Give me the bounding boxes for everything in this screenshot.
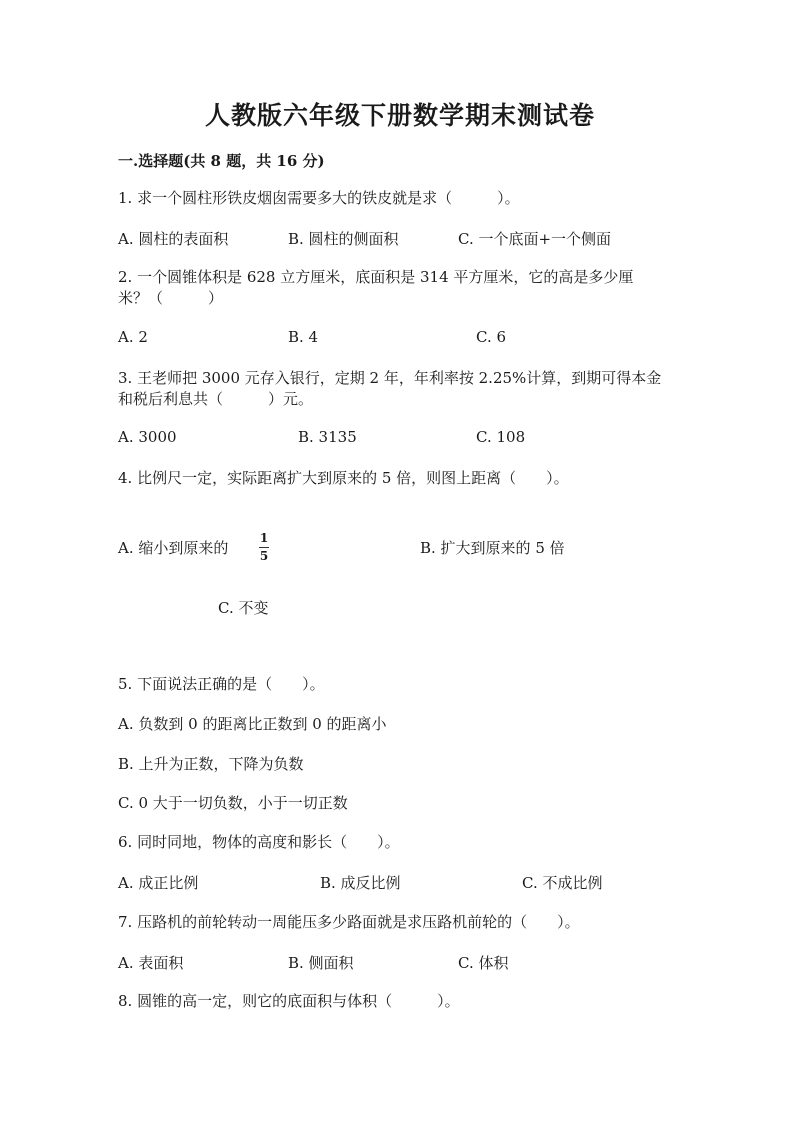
question-4-option-a: A. 缩小到原来的	[118, 539, 229, 557]
fraction-bar	[259, 547, 269, 548]
question-1-option-b: B. 圆柱的侧面积	[288, 230, 399, 248]
question-6-stem: 6. 同时同地，物体的高度和影长（ ）。	[118, 833, 400, 851]
question-2-option-c: C. 6	[476, 328, 507, 346]
question-1-option-a: A. 圆柱的表面积	[118, 230, 229, 248]
question-6-option-a: A. 成正比例	[118, 874, 199, 892]
question-4-stem: 4. 比例尺一定，实际距离扩大到原来的 5 倍，则图上距离（ ）。	[118, 469, 569, 487]
question-1-stem: 1. 求一个圆柱形铁皮烟囱需要多大的铁皮就是求（ ）。	[118, 189, 520, 207]
question-7-stem: 7. 压路机的前轮转动一周能压多少路面就是求压路机前轮的（ ）。	[118, 913, 580, 931]
question-5-option-c: C. 0 大于一切负数，小于一切正数	[118, 794, 348, 812]
question-2-option-a: A. 2	[118, 328, 148, 346]
question-6-option-b: B. 成反比例	[320, 874, 401, 892]
one-fifth-fraction	[257, 532, 271, 563]
question-1-option-c: C. 一个底面+一个侧面	[458, 230, 612, 248]
question-7-option-b: B. 侧面积	[288, 954, 354, 972]
question-3-stem-line-2: 和税后利息共（ ）元。	[118, 390, 314, 408]
question-8-stem: 8. 圆锥的高一定，则它的底面积与体积（ ）。	[118, 992, 460, 1010]
question-5-option-b: B. 上升为正数，下降为负数	[118, 755, 304, 773]
question-3-option-b: B. 3135	[298, 428, 357, 446]
fraction-numerator: 1	[259, 531, 269, 545]
question-7-option-a: A. 表面积	[118, 954, 184, 972]
question-2-stem-line-2: 米？（ ）	[118, 289, 224, 307]
question-5-option-a: A. 负数到 0 的距离比正数到 0 的距离小	[118, 715, 387, 733]
question-7-option-c: C. 体积	[458, 954, 509, 972]
question-3-option-c: C. 108	[476, 428, 526, 446]
section-heading: 一.选择题(共 8 题，共 16 分)	[118, 152, 325, 170]
page-title: 人教版六年级下册数学期末测试卷	[204, 101, 595, 130]
question-4-option-b: B. 扩大到原来的 5 倍	[420, 539, 565, 557]
question-2-option-b: B. 4	[288, 328, 319, 346]
question-2-stem-line-1: 2. 一个圆锥体积是 628 立方厘米，底面积是 314 平方厘米，它的高是多少厘	[118, 268, 634, 286]
question-4-option-c: C. 不变	[218, 599, 269, 617]
question-3-option-a: A. 3000	[118, 428, 177, 446]
fraction-denominator: 5	[259, 549, 269, 563]
question-6-option-c: C. 不成比例	[522, 874, 603, 892]
question-5-stem: 5. 下面说法正确的是（ ）。	[118, 675, 325, 693]
question-3-stem-line-1: 3. 王老师把 3000 元存入银行，定期 2 年，年利率按 2.25%计算，到期可得本金	[118, 369, 662, 387]
